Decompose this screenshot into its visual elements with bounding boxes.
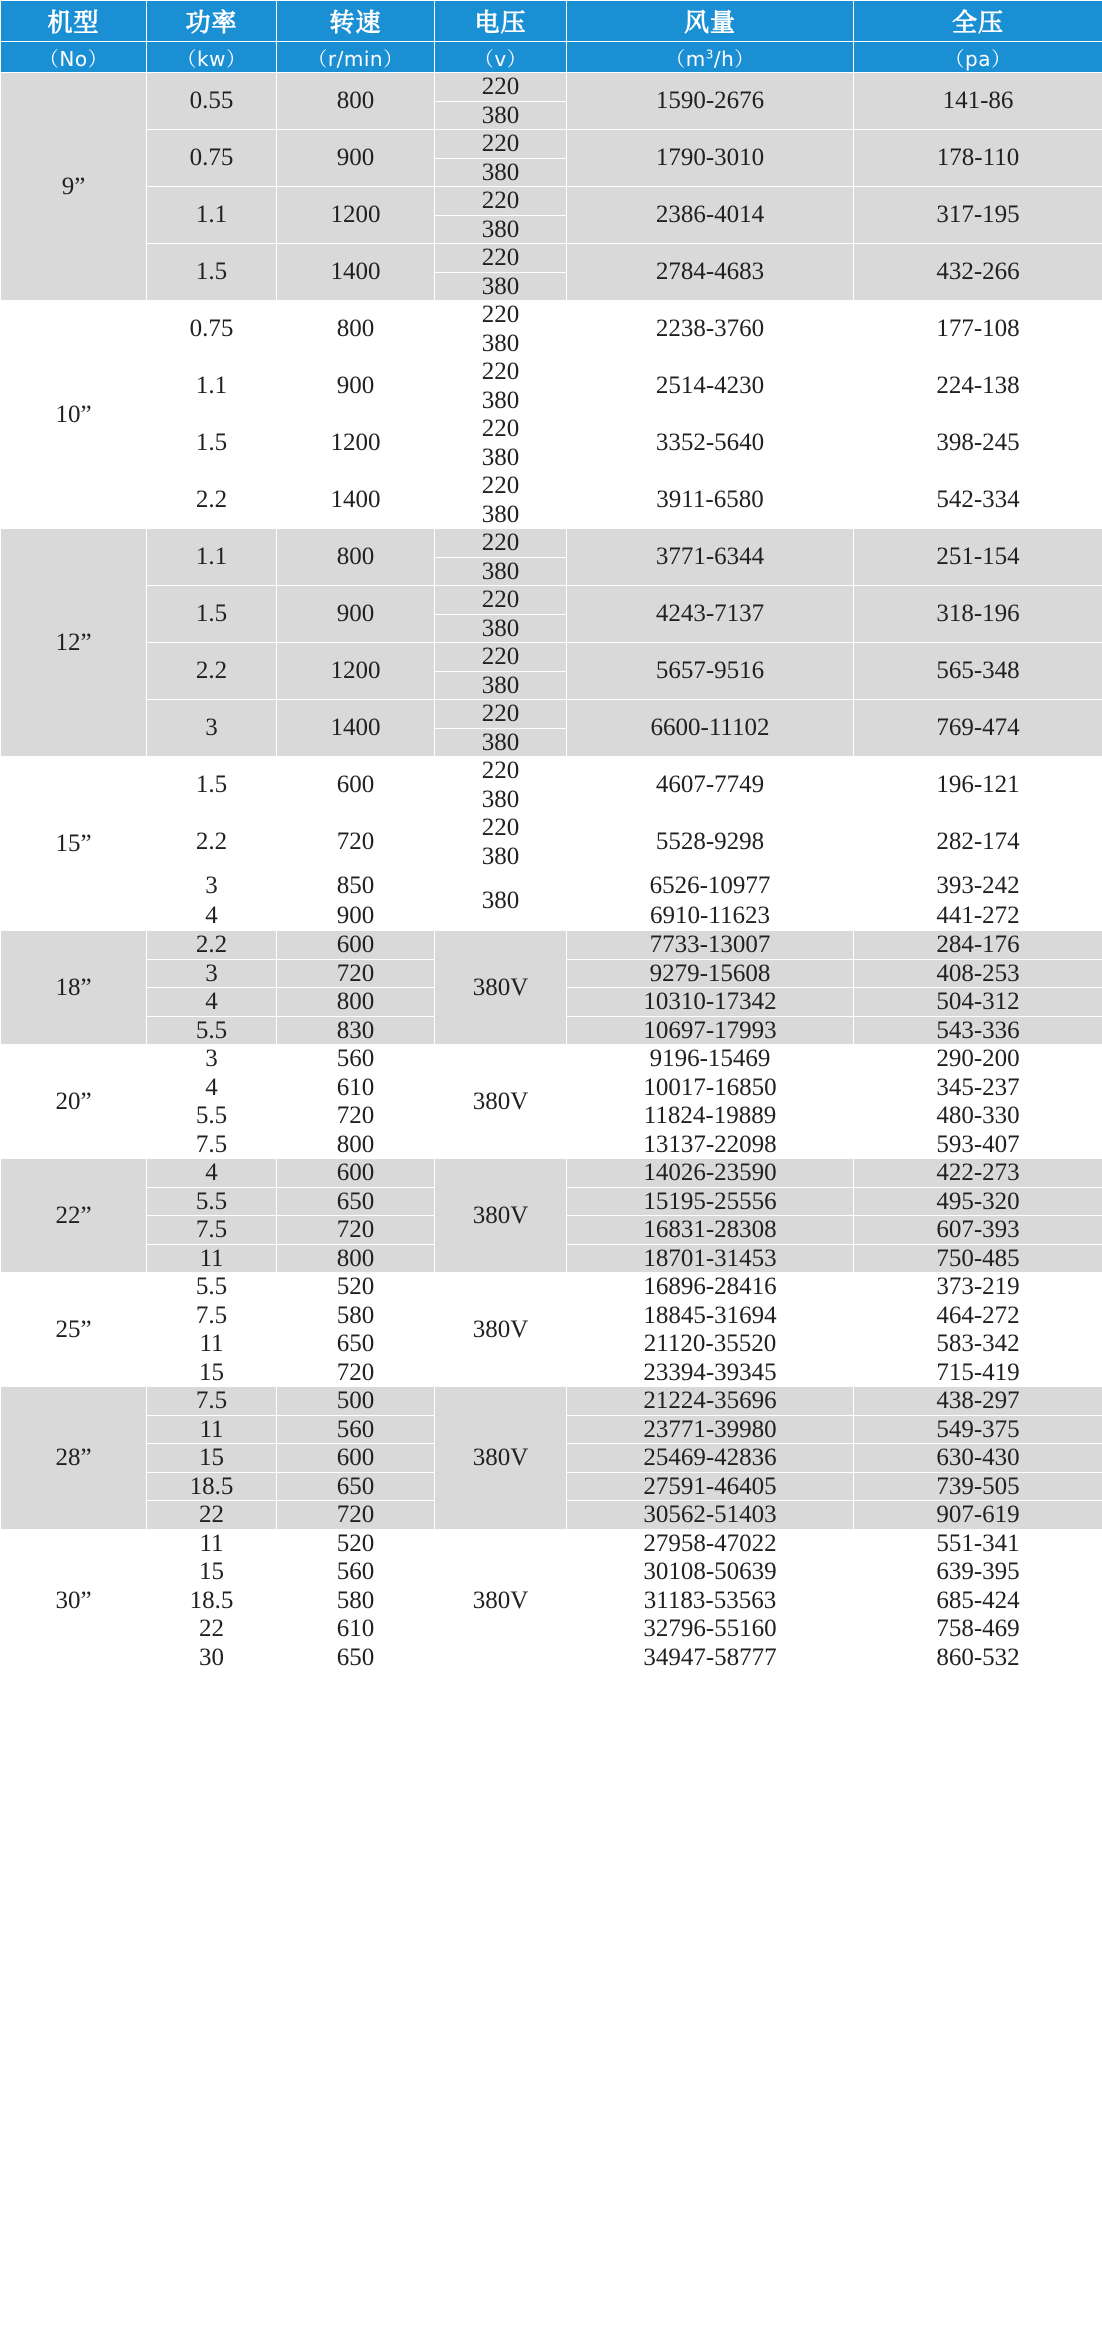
cell-airflow: 14026-23590 xyxy=(567,1159,854,1188)
cell-airflow: 4607-7749 xyxy=(567,757,854,814)
cell-speed: 650 xyxy=(277,1187,435,1216)
cell-pressure: 750-485 xyxy=(854,1244,1102,1273)
cell-power: 3 xyxy=(147,700,277,757)
cell-pressure: 593-407 xyxy=(854,1130,1102,1159)
cell-speed: 580 xyxy=(277,1301,435,1330)
table-row xyxy=(1,931,1102,960)
cell-airflow: 1790-3010 xyxy=(567,130,854,187)
table-row xyxy=(1,586,1102,615)
cell-pressure: 583-342 xyxy=(854,1330,1102,1359)
cell-speed: 560 xyxy=(277,1045,435,1074)
unit-pressure: （pa） xyxy=(854,42,1102,73)
cell-pressure: 639-395 xyxy=(854,1558,1102,1587)
cell-speed: 900 xyxy=(277,130,435,187)
cell-power: 1.5 xyxy=(147,757,277,814)
cell-pressure: 196-121 xyxy=(854,757,1102,814)
cell-voltage: 220 xyxy=(435,814,567,843)
cell-speed: 850 xyxy=(277,871,435,901)
cell-speed: 600 xyxy=(277,1444,435,1473)
cell-pressure: 480-330 xyxy=(854,1102,1102,1131)
cell-speed: 1400 xyxy=(277,472,435,529)
table-row xyxy=(1,814,1102,843)
cell-power: 11 xyxy=(147,1415,277,1444)
cell-voltage: 380 xyxy=(435,500,567,529)
cell-pressure: 177-108 xyxy=(854,301,1102,358)
cell-speed: 610 xyxy=(277,1615,435,1644)
cell-airflow: 6526-10977 xyxy=(567,871,854,901)
cell-voltage: 380 xyxy=(435,614,567,643)
cell-airflow: 32796-55160 xyxy=(567,1615,854,1644)
cell-voltage: 380 xyxy=(435,386,567,415)
cell-voltage: 220 xyxy=(435,586,567,615)
table-row xyxy=(1,1529,1102,1558)
cell-power: 22 xyxy=(147,1615,277,1644)
cell-model: 22” xyxy=(1,1159,147,1273)
header-row-names xyxy=(1,1,1102,42)
cell-voltage: 380 xyxy=(435,215,567,244)
cell-power: 0.75 xyxy=(147,130,277,187)
cell-speed: 650 xyxy=(277,1472,435,1501)
cell-pressure: 224-138 xyxy=(854,358,1102,415)
table-row xyxy=(1,301,1102,330)
cell-pressure: 685-424 xyxy=(854,1586,1102,1615)
cell-voltage: 220 xyxy=(435,301,567,330)
cell-voltage: 380V xyxy=(435,1387,567,1530)
cell-power: 3 xyxy=(147,1045,277,1074)
cell-speed: 610 xyxy=(277,1073,435,1102)
cell-pressure: 141-86 xyxy=(854,73,1102,130)
cell-pressure: 290-200 xyxy=(854,1045,1102,1074)
table-body xyxy=(1,73,1102,1672)
cell-voltage: 220 xyxy=(435,529,567,558)
cell-pressure: 282-174 xyxy=(854,814,1102,871)
header-pressure: 全压 xyxy=(854,1,1102,42)
cell-power: 22 xyxy=(147,1501,277,1530)
cell-voltage: 220 xyxy=(435,187,567,216)
cell-voltage: 220 xyxy=(435,757,567,786)
cell-speed: 500 xyxy=(277,1387,435,1416)
cell-voltage: 220 xyxy=(435,358,567,387)
unit-voltage: （v） xyxy=(435,42,567,73)
cell-power: 2.2 xyxy=(147,814,277,871)
cell-power: 3 xyxy=(147,871,277,901)
cell-power: 4 xyxy=(147,1073,277,1102)
cell-power: 5.5 xyxy=(147,1016,277,1045)
cell-power: 2.2 xyxy=(147,472,277,529)
cell-pressure: 495-320 xyxy=(854,1187,1102,1216)
cell-pressure: 607-393 xyxy=(854,1216,1102,1245)
cell-airflow: 5528-9298 xyxy=(567,814,854,871)
cell-airflow: 10697-17993 xyxy=(567,1016,854,1045)
cell-pressure: 398-245 xyxy=(854,415,1102,472)
header-speed: 转速 xyxy=(277,1,435,42)
cell-power: 7.5 xyxy=(147,1301,277,1330)
cell-airflow: 1590-2676 xyxy=(567,73,854,130)
unit-model: （No） xyxy=(1,42,147,73)
cell-model: 9” xyxy=(1,73,147,301)
cell-airflow: 25469-42836 xyxy=(567,1444,854,1473)
cell-voltage: 380V xyxy=(435,931,567,1045)
cell-voltage: 380 xyxy=(435,871,567,931)
cell-airflow: 16831-28308 xyxy=(567,1216,854,1245)
cell-power: 4 xyxy=(147,901,277,931)
cell-airflow: 4243-7137 xyxy=(567,586,854,643)
cell-voltage: 380 xyxy=(435,158,567,187)
cell-speed: 800 xyxy=(277,529,435,586)
cell-voltage: 380V xyxy=(435,1529,567,1672)
cell-power: 1.1 xyxy=(147,529,277,586)
cell-airflow: 9279-15608 xyxy=(567,959,854,988)
table-row xyxy=(1,871,1102,901)
cell-airflow: 11824-19889 xyxy=(567,1102,854,1131)
cell-speed: 1400 xyxy=(277,244,435,301)
table-row xyxy=(1,529,1102,558)
cell-pressure: 441-272 xyxy=(854,901,1102,931)
cell-pressure: 715-419 xyxy=(854,1358,1102,1387)
cell-pressure: 769-474 xyxy=(854,700,1102,757)
unit-speed: （r/min） xyxy=(277,42,435,73)
cell-power: 1.5 xyxy=(147,244,277,301)
cell-speed: 720 xyxy=(277,959,435,988)
cell-airflow: 10310-17342 xyxy=(567,988,854,1017)
cell-voltage: 380 xyxy=(435,728,567,757)
cell-voltage: 220 xyxy=(435,130,567,159)
unit-airflow: $(m^3/h)$ xyxy=(567,42,854,73)
cell-airflow: 2386-4014 xyxy=(567,187,854,244)
cell-model: 18” xyxy=(1,931,147,1045)
cell-speed: 900 xyxy=(277,901,435,931)
cell-speed: 650 xyxy=(277,1643,435,1672)
cell-pressure: 860-532 xyxy=(854,1643,1102,1672)
unit-power: （kw） xyxy=(147,42,277,73)
cell-speed: 600 xyxy=(277,757,435,814)
table-row xyxy=(1,130,1102,159)
cell-airflow: 6600-11102 xyxy=(567,700,854,757)
cell-power: 11 xyxy=(147,1330,277,1359)
cell-model: 28” xyxy=(1,1387,147,1530)
cell-airflow: 6910-11623 xyxy=(567,901,854,931)
cell-voltage: 380 xyxy=(435,101,567,130)
cell-voltage: 380 xyxy=(435,842,567,871)
cell-model: 12” xyxy=(1,529,147,757)
cell-voltage: 380 xyxy=(435,443,567,472)
cell-airflow: 30108-50639 xyxy=(567,1558,854,1587)
cell-airflow: 21120-35520 xyxy=(567,1330,854,1359)
table-row xyxy=(1,643,1102,672)
cell-speed: 560 xyxy=(277,1415,435,1444)
cell-airflow: 2784-4683 xyxy=(567,244,854,301)
cell-airflow: 21224-35696 xyxy=(567,1387,854,1416)
cell-pressure: 438-297 xyxy=(854,1387,1102,1416)
cell-speed: 650 xyxy=(277,1330,435,1359)
cell-airflow: 18845-31694 xyxy=(567,1301,854,1330)
cell-power: 1.1 xyxy=(147,187,277,244)
cell-speed: 720 xyxy=(277,814,435,871)
cell-voltage: 220 xyxy=(435,73,567,102)
cell-pressure: 630-430 xyxy=(854,1444,1102,1473)
header-voltage: 电压 xyxy=(435,1,567,42)
cell-power: 15 xyxy=(147,1444,277,1473)
cell-power: 15 xyxy=(147,1358,277,1387)
cell-speed: 830 xyxy=(277,1016,435,1045)
table-header xyxy=(1,1,1102,73)
cell-pressure: 408-253 xyxy=(854,959,1102,988)
table-row xyxy=(1,700,1102,729)
cell-speed: 720 xyxy=(277,1501,435,1530)
cell-pressure: 284-176 xyxy=(854,931,1102,960)
cell-pressure: 504-312 xyxy=(854,988,1102,1017)
cell-speed: 720 xyxy=(277,1102,435,1131)
cell-power: 4 xyxy=(147,1159,277,1188)
header-model: 机型 xyxy=(1,1,147,42)
header-row-units xyxy=(1,42,1102,73)
cell-pressure: 317-195 xyxy=(854,187,1102,244)
cell-pressure: 549-375 xyxy=(854,1415,1102,1444)
cell-pressure: 542-334 xyxy=(854,472,1102,529)
header-power: 功率 xyxy=(147,1,277,42)
cell-pressure: 758-469 xyxy=(854,1615,1102,1644)
cell-airflow: 31183-53563 xyxy=(567,1586,854,1615)
cell-power: 7.5 xyxy=(147,1216,277,1245)
cell-airflow: 5657-9516 xyxy=(567,643,854,700)
cell-speed: 800 xyxy=(277,1244,435,1273)
cell-speed: 1400 xyxy=(277,700,435,757)
cell-speed: 1200 xyxy=(277,187,435,244)
cell-speed: 580 xyxy=(277,1586,435,1615)
cell-airflow: 18701-31453 xyxy=(567,1244,854,1273)
cell-voltage: 220 xyxy=(435,244,567,273)
cell-speed: 720 xyxy=(277,1358,435,1387)
cell-power: 1.1 xyxy=(147,358,277,415)
cell-power: 2.2 xyxy=(147,931,277,960)
cell-airflow: 13137-22098 xyxy=(567,1130,854,1159)
table-row xyxy=(1,472,1102,501)
cell-airflow: 10017-16850 xyxy=(567,1073,854,1102)
cell-speed: 800 xyxy=(277,73,435,130)
cell-voltage: 380 xyxy=(435,329,567,358)
cell-speed: 600 xyxy=(277,1159,435,1188)
cell-power: 11 xyxy=(147,1244,277,1273)
cell-model: 20” xyxy=(1,1045,147,1159)
cell-speed: 1200 xyxy=(277,643,435,700)
table-row xyxy=(1,1045,1102,1074)
cell-airflow: 16896-28416 xyxy=(567,1273,854,1302)
table-row xyxy=(1,415,1102,444)
cell-speed: 560 xyxy=(277,1558,435,1587)
cell-voltage: 380V xyxy=(435,1159,567,1273)
cell-pressure: 543-336 xyxy=(854,1016,1102,1045)
cell-model: 30” xyxy=(1,1529,147,1672)
cell-airflow: 3771-6344 xyxy=(567,529,854,586)
cell-speed: 900 xyxy=(277,358,435,415)
cell-power: 15 xyxy=(147,1558,277,1587)
table-row xyxy=(1,73,1102,102)
cell-pressure: 432-266 xyxy=(854,244,1102,301)
cell-pressure: 345-237 xyxy=(854,1073,1102,1102)
header-airflow: 风量 xyxy=(567,1,854,42)
table-row xyxy=(1,1159,1102,1188)
cell-voltage: 380V xyxy=(435,1045,567,1159)
cell-airflow: 3911-6580 xyxy=(567,472,854,529)
cell-power: 7.5 xyxy=(147,1387,277,1416)
cell-power: 1.5 xyxy=(147,586,277,643)
cell-speed: 800 xyxy=(277,301,435,358)
cell-airflow: 27591-46405 xyxy=(567,1472,854,1501)
cell-voltage: 220 xyxy=(435,700,567,729)
table-row xyxy=(1,187,1102,216)
cell-airflow: 7733-13007 xyxy=(567,931,854,960)
cell-speed: 520 xyxy=(277,1273,435,1302)
cell-power: 0.75 xyxy=(147,301,277,358)
table-row xyxy=(1,1273,1102,1302)
cell-power: 11 xyxy=(147,1529,277,1558)
cell-power: 30 xyxy=(147,1643,277,1672)
cell-pressure: 739-505 xyxy=(854,1472,1102,1501)
cell-airflow: 23771-39980 xyxy=(567,1415,854,1444)
cell-voltage: 220 xyxy=(435,472,567,501)
cell-pressure: 373-219 xyxy=(854,1273,1102,1302)
cell-pressure: 318-196 xyxy=(854,586,1102,643)
cell-voltage: 380V xyxy=(435,1273,567,1387)
cell-airflow: 15195-25556 xyxy=(567,1187,854,1216)
cell-pressure: 393-242 xyxy=(854,871,1102,901)
cell-speed: 1200 xyxy=(277,415,435,472)
cell-airflow: 30562-51403 xyxy=(567,1501,854,1530)
cell-power: 5.5 xyxy=(147,1187,277,1216)
cell-voltage: 380 xyxy=(435,785,567,814)
cell-speed: 800 xyxy=(277,1130,435,1159)
cell-voltage: 220 xyxy=(435,415,567,444)
table-row xyxy=(1,1387,1102,1416)
cell-speed: 900 xyxy=(277,586,435,643)
cell-power: 2.2 xyxy=(147,643,277,700)
cell-power: 5.5 xyxy=(147,1273,277,1302)
cell-airflow: 2238-3760 xyxy=(567,301,854,358)
cell-pressure: 565-348 xyxy=(854,643,1102,700)
cell-airflow: 9196-15469 xyxy=(567,1045,854,1074)
cell-voltage: 380 xyxy=(435,557,567,586)
cell-airflow: 2514-4230 xyxy=(567,358,854,415)
cell-airflow: 3352-5640 xyxy=(567,415,854,472)
cell-airflow: 27958-47022 xyxy=(567,1529,854,1558)
cell-pressure: 551-341 xyxy=(854,1529,1102,1558)
cell-airflow: 34947-58777 xyxy=(567,1643,854,1672)
cell-speed: 800 xyxy=(277,988,435,1017)
cell-model: 15” xyxy=(1,757,147,931)
cell-voltage: 220 xyxy=(435,643,567,672)
cell-power: 18.5 xyxy=(147,1472,277,1501)
table-row xyxy=(1,244,1102,273)
cell-power: 3 xyxy=(147,959,277,988)
cell-speed: 600 xyxy=(277,931,435,960)
cell-power: 1.5 xyxy=(147,415,277,472)
cell-pressure: 178-110 xyxy=(854,130,1102,187)
cell-power: 0.55 xyxy=(147,73,277,130)
table-row xyxy=(1,757,1102,786)
cell-model: 25” xyxy=(1,1273,147,1387)
cell-voltage: 380 xyxy=(435,272,567,301)
cell-pressure: 464-272 xyxy=(854,1301,1102,1330)
cell-voltage: 380 xyxy=(435,671,567,700)
cell-pressure: 907-619 xyxy=(854,1501,1102,1530)
cell-speed: 520 xyxy=(277,1529,435,1558)
cell-power: 4 xyxy=(147,988,277,1017)
cell-model: 10” xyxy=(1,301,147,529)
cell-power: 18.5 xyxy=(147,1586,277,1615)
cell-power: 5.5 xyxy=(147,1102,277,1131)
cell-pressure: 251-154 xyxy=(854,529,1102,586)
cell-speed: 720 xyxy=(277,1216,435,1245)
cell-pressure: 422-273 xyxy=(854,1159,1102,1188)
cell-airflow: 23394-39345 xyxy=(567,1358,854,1387)
cell-power: 7.5 xyxy=(147,1130,277,1159)
table-row xyxy=(1,358,1102,387)
